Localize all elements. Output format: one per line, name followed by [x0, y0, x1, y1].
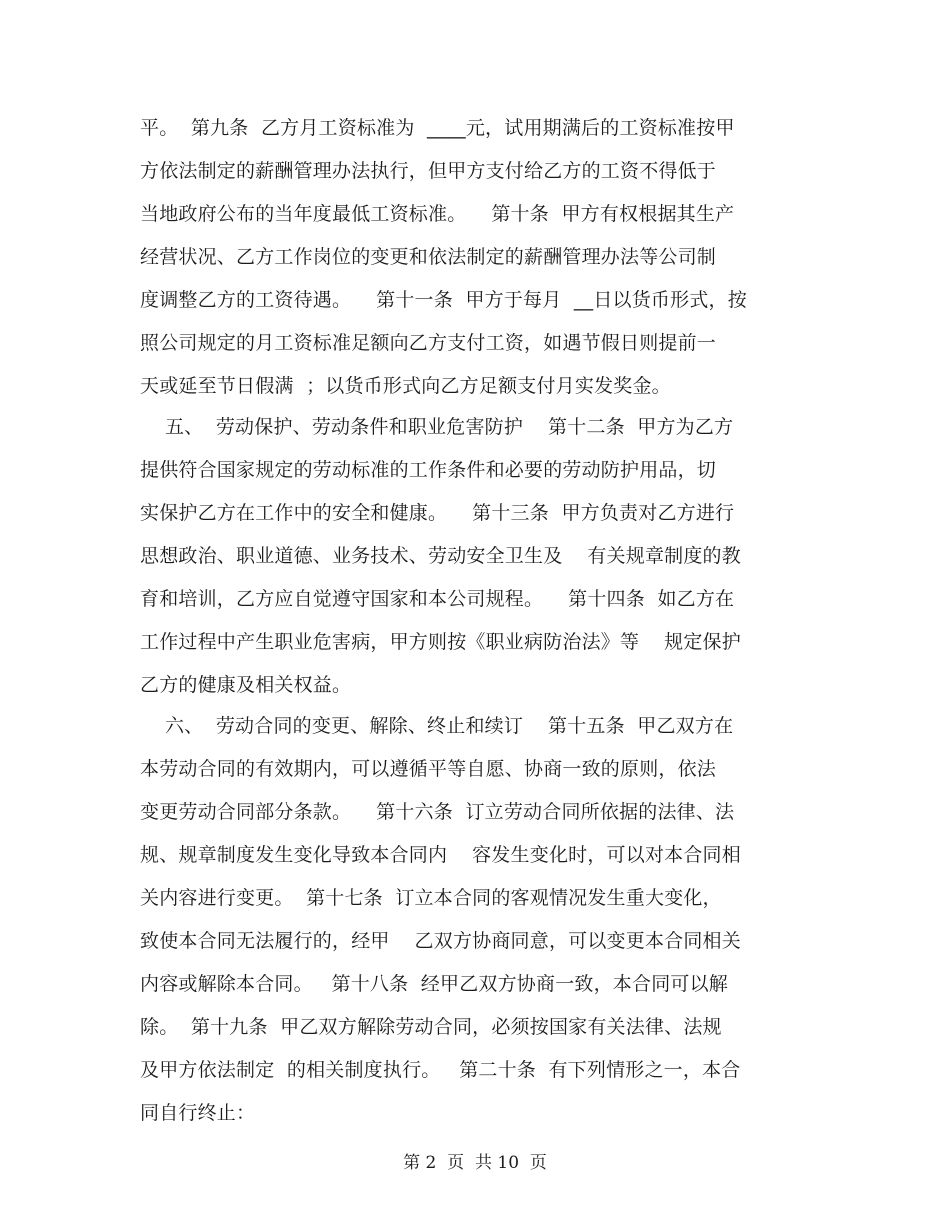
- text-line: 致使本合同无法履行的，经甲 乙双方协商同意，可以变更本合同相关: [140, 930, 741, 952]
- text-line: 内容或解除本合同。 第十八条 经甲乙双方协商一致，本合同可以解: [140, 973, 728, 995]
- text-line: 除。 第十九条 甲乙双方解除劳动合同，必须按国家有关法律、法规: [140, 1016, 722, 1038]
- text-line: 规、规章制度发生变化导致本合同内 容发生变化时，可以对本合同相: [140, 844, 741, 866]
- section-heading-line: 六、 劳动合同的变更、解除、终止和续订 第十五条 甲乙双方在: [140, 715, 734, 737]
- text-line: 照公司规定的月工资标准足额向乙方支付工资，如遇节假日则提前一: [140, 332, 717, 354]
- text-line: 实保护乙方在工作中的安全和健康。 第十三条 甲方负责对乙方进行: [140, 502, 735, 524]
- page-number-footer: 第 2 页 共 10 页: [403, 1153, 547, 1173]
- text-line: 平。 第九条 乙方月工资标准为 ____元，试用期满后的工资标准按甲: [140, 117, 735, 139]
- text-line: 工作过程中产生职业危害病，甲方则按《职业病防治法》等 规定保护: [140, 631, 741, 653]
- text-line: 提供符合国家规定的劳动标准的工作条件和必要的劳动防护用品，切: [140, 459, 717, 481]
- text-line: 及甲方依法制定 的相关制度执行。 第二十条 有下列情形之一，本合: [140, 1059, 741, 1081]
- text-line: 育和培训，乙方应自觉遵守国家和本公司规程。 第十四条 如乙方在: [140, 588, 735, 610]
- text-line: 经营状况、乙方工作岗位的变更和依法制定的薪酬管理办法等公司制: [140, 246, 717, 268]
- section-heading-line: 五、 劳动保护、劳动条件和职业危害防护 第十二条 甲方为乙方: [140, 416, 734, 438]
- text-line: 当地政府公布的当年度最低工资标准。 第十条 甲方有权根据其生产: [140, 203, 735, 225]
- text-line: 乙方的健康及相关权益。: [140, 674, 352, 696]
- text-line: 思想政治、职业道德、业务技术、劳动安全卫生及 有关规章制度的教: [140, 545, 741, 567]
- text-line: 方依法制定的薪酬管理办法执行，但甲方支付给乙方的工资不得低于: [140, 160, 717, 182]
- text-line: 本劳动合同的有效期内，可以遵循平等自愿、协商一致的原则，依法: [140, 758, 717, 780]
- text-line: 变更劳动合同部分条款。 第十六条 订立劳动合同所依据的法律、法: [140, 801, 735, 823]
- text-line: 关内容进行变更。 第十七条 订立本合同的客观情况发生重大变化，: [140, 887, 722, 909]
- text-line: 度调整乙方的工资待遇。 第十一条 甲方于每月 __日以货币形式，按: [140, 289, 747, 311]
- text-line: 天或延至节日假满 ；以货币形式向乙方足额支付月实发奖金。: [140, 375, 671, 397]
- text-line: 同自行终止：: [140, 1102, 256, 1124]
